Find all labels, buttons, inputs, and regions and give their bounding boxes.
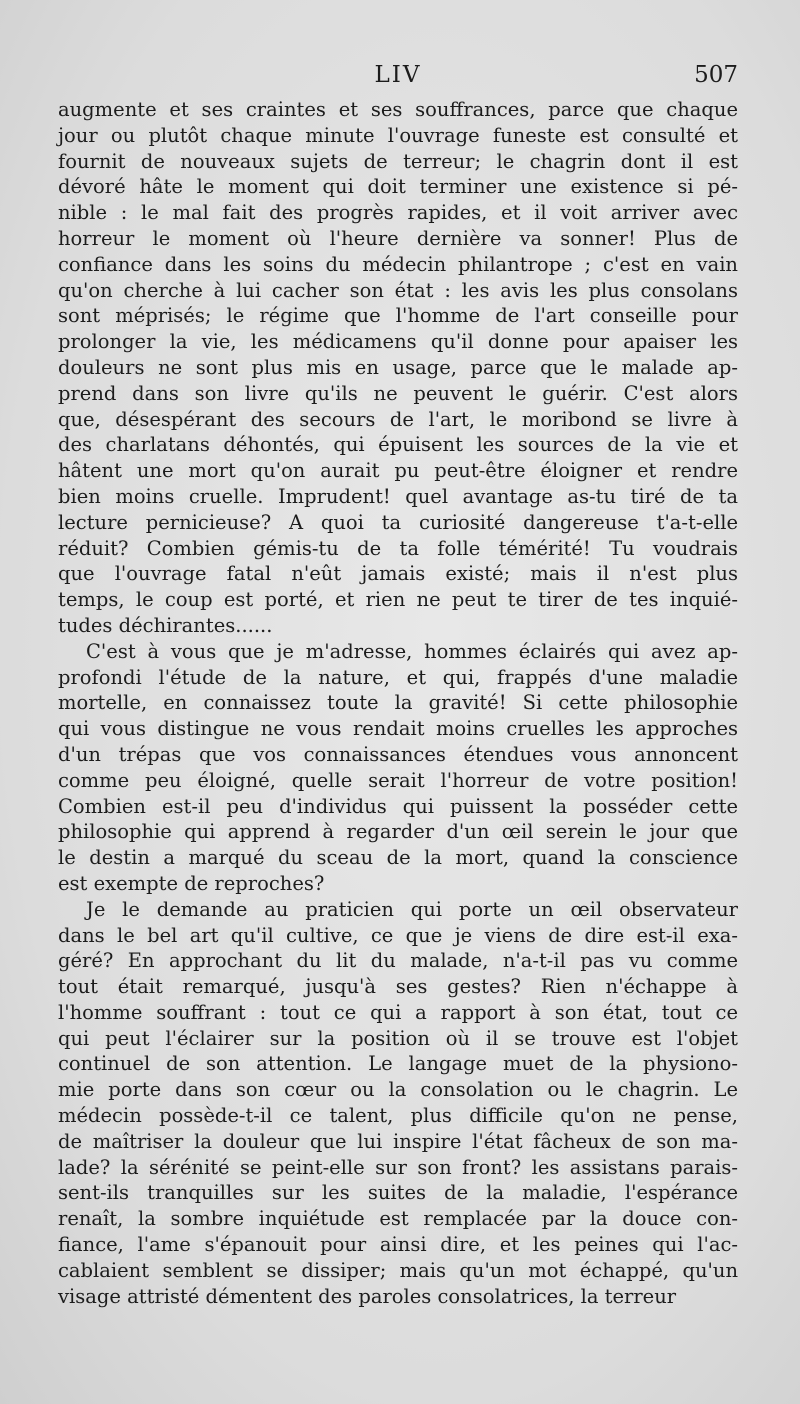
text-line: cablaient semblent se dissiper; mais qu'un mot échappé, qu'un — [58, 1258, 738, 1282]
paragraph — [58, 97, 738, 639]
text-line: qui vous distingue ne vous rendait moins cruelles les approches — [58, 717, 738, 741]
paragraph — [58, 639, 738, 897]
text-line: qu'on cherche à lui cacher son état : les avis les plus consolans — [58, 278, 738, 302]
text-line: profondi l'étude de la nature, et qui, frappés d'une maladie — [58, 665, 738, 689]
text-line: jour ou plutôt chaque minute l'ouvrage funeste est consulté et — [58, 123, 738, 147]
text-line: lecture pernicieuse? A quoi ta curiosité dangereuse t'a-t-elle — [58, 510, 738, 534]
text-line: visage attristé démentent des paroles consolatrices, la terreur — [58, 1284, 677, 1308]
text-line: mortelle, en connaissez toute la gravité! Si cette philosophie — [58, 691, 738, 715]
text-line: augmente et ses craintes et ses souffrances, parce que chaque — [58, 98, 738, 121]
text-line: sent-ils tranquilles sur les suites de la maladie, l'espérance — [58, 1181, 738, 1205]
text-line: C'est à vous que je m'adresse, hommes éclairés qui avez ap- — [86, 639, 738, 663]
text-line: de maîtriser la douleur que lui inspire l'état fâcheux de son ma- — [58, 1129, 738, 1153]
text-line: le destin a marqué du sceau de la mort, quand la conscience — [58, 846, 738, 870]
page-header — [58, 62, 738, 96]
text-line: confiance dans les soins du médecin philantrope ; c'est en vain — [58, 252, 738, 276]
running-head: LIV — [374, 62, 422, 88]
text-line: tudes déchirantes...... — [58, 613, 273, 637]
text-line: lade? la sérénité se peint-elle sur son front? les assistans parais- — [58, 1155, 738, 1179]
page-number: 507 — [694, 62, 738, 88]
body-text — [58, 97, 738, 1309]
text-line: des charlatans déhontés, qui épuisent les sources de la vie et — [58, 433, 738, 457]
text-line: Je le demande au praticien qui porte un œil observateur — [86, 897, 738, 921]
text-line: renaît, la sombre inquiétude est remplacée par la douce con- — [58, 1207, 738, 1231]
text-line: dévoré hâte le moment qui doit terminer une existence si pé- — [58, 175, 738, 199]
paragraph — [58, 897, 738, 1310]
text-line: géré? En approchant du lit du malade, n'a-t-il pas vu comme — [58, 949, 738, 973]
text-line: continuel de son attention. Le langage muet de la physiono- — [58, 1052, 738, 1076]
text-line: d'un trépas que vos connaissances étendues vous annoncent — [58, 742, 738, 766]
text-line: tout était remarqué, jusqu'à ses gestes? Rien n'échappe à — [58, 975, 738, 999]
text-line: sont méprisés; le régime que l'homme de l'art conseille pour — [58, 304, 738, 328]
text-line: comme peu éloigné, quelle serait l'horreur de votre position! — [58, 768, 738, 792]
text-line: douleurs ne sont plus mis en usage, parce que le malade ap- — [58, 355, 738, 379]
text-line: médecin possède-t-il ce talent, plus difficile qu'on ne pense, — [58, 1104, 738, 1128]
text-line: bien moins cruelle. Imprudent! quel avantage as-tu tiré de ta — [58, 484, 738, 508]
text-line: que, désespérant des secours de l'art, le moribond se livre à — [58, 407, 738, 431]
text-line: prolonger la vie, les médicamens qu'il donne pour apaiser les — [58, 330, 738, 354]
text-line: est exempte de reproches? — [58, 871, 325, 895]
text-line: prend dans son livre qu'ils ne peuvent le guérir. C'est alors — [58, 381, 738, 405]
text-line: qui peut l'éclairer sur la position où il se trouve est l'objet — [58, 1026, 738, 1050]
text-line: temps, le coup est porté, et rien ne peut te tirer de tes inquié- — [58, 588, 738, 612]
text-line: horreur le moment où l'heure dernière va sonner! Plus de — [58, 226, 738, 250]
text-line: hâtent une mort qu'on aurait pu peut-être éloigner et rendre — [58, 459, 738, 483]
text-line: fournit de nouveaux sujets de terreur; le chagrin dont il est — [58, 149, 738, 173]
text-line: réduit? Combien gémis-tu de ta folle témérité! Tu voudrais — [58, 536, 738, 560]
text-line: Combien est-il peu d'individus qui puissent la posséder cette — [58, 794, 738, 818]
text-line: nible : le mal fait des progrès rapides, et il voit arriver avec — [58, 201, 738, 225]
text-line: l'homme souffrant : tout ce qui a rapport à son état, tout ce — [58, 1000, 738, 1024]
text-line: dans le bel art qu'il cultive, ce que je viens de dire est-il exa- — [58, 923, 738, 947]
text-line: mie porte dans son cœur ou la consolation ou le chagrin. Le — [58, 1078, 738, 1102]
text-line: philosophie qui apprend à regarder d'un œil serein le jour que — [58, 820, 738, 844]
text-line: fiance, l'ame s'épanouit pour ainsi dire, et les peines qui l'ac- — [58, 1233, 738, 1257]
text-line: que l'ouvrage fatal n'eût jamais existé; mais il n'est plus — [58, 562, 738, 586]
